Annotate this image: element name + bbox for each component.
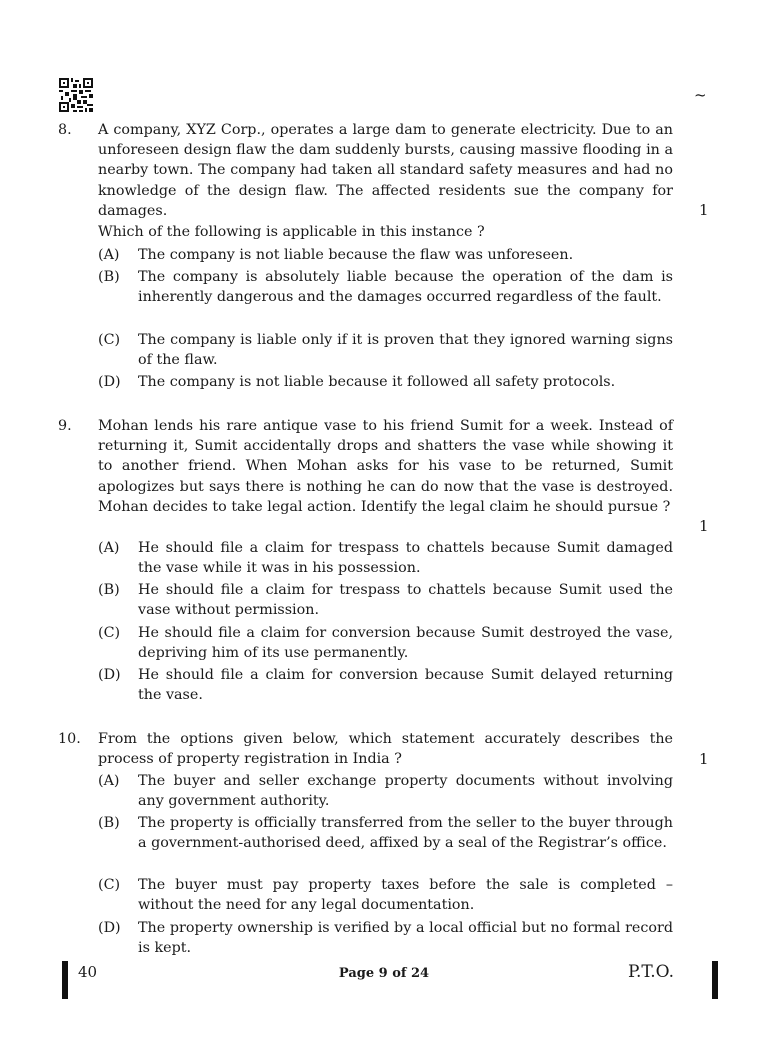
footer-right-bar — [712, 961, 718, 999]
option-text: The buyer and seller exchange property documents without involving any government authority. — [138, 773, 673, 810]
qr-code-icon — [59, 78, 93, 112]
option-label: (B) — [98, 582, 120, 598]
header-tilde: ~ — [694, 86, 707, 104]
question-prompt: Which of the following is applicable in this instance ? — [98, 224, 485, 240]
option-label: (D) — [98, 667, 121, 683]
option-text: The buyer must pay property taxes before the sale is completed – without the need for any legal documentation. — [138, 877, 673, 914]
page-number: Page 9 of 24 — [338, 966, 430, 981]
option-label: (D) — [98, 374, 121, 390]
option-text: The property is officially transferred from the seller to the buyer through a government-authorised deed, affixed by a seal of the Registrar’s office. — [138, 815, 673, 852]
option-label: (C) — [98, 877, 121, 893]
question-stem: A company, XYZ Corp., operates a large dam to generate electricity. Due to an unforeseen design flaw the dam suddenly bursts, causing massive flooding in a nearby town. The company had taken all standard safety measures and had no knowledge of the design flaw. The affected residents sue the company for damages. — [98, 122, 673, 219]
option-text: The property ownership is verified by a local official but no formal record is kept. — [138, 920, 673, 957]
pto-label: P.T.O. — [628, 962, 674, 982]
question-number: 10. — [58, 731, 81, 747]
option-label: (D) — [98, 920, 121, 936]
question-number: 9. — [58, 418, 72, 434]
paper-code: 40 — [78, 963, 98, 981]
question-stem: From the options given below, which statement accurately describes the process of property registration in India ? — [98, 731, 673, 768]
option-text: He should file a claim for conversion because Sumit destroyed the vase, depriving him of its use permanently. — [138, 625, 673, 662]
option-label: (C) — [98, 625, 121, 641]
question-marks: 1 — [699, 517, 709, 535]
option-text: The company is absolutely liable because the operation of the dam is inherently dangerous and the damages occurred regardless of the fault. — [138, 269, 673, 306]
option-label: (B) — [98, 815, 120, 831]
question-marks: 1 — [699, 201, 709, 219]
option-text: He should file a claim for trespass to chattels because Sumit damaged the vase while it was in his possession. — [138, 540, 673, 577]
option-label: (C) — [98, 332, 121, 348]
option-text: The company is not liable because the flaw was unforeseen. — [138, 247, 574, 263]
option-label: (A) — [98, 773, 120, 789]
question-marks: 1 — [699, 750, 709, 768]
option-text: He should file a claim for trespass to chattels because Sumit used the vase without permission. — [138, 582, 673, 619]
option-label: (A) — [98, 540, 120, 556]
option-text: The company is liable only if it is proven that they ignored warning signs of the flaw. — [138, 332, 673, 369]
option-label: (B) — [98, 269, 120, 285]
option-text: He should file a claim for conversion because Sumit delayed returning the vase. — [138, 667, 673, 704]
option-label: (A) — [98, 247, 120, 263]
question-number: 8. — [58, 122, 72, 138]
option-text: The company is not liable because it followed all safety protocols. — [138, 374, 616, 390]
question-stem: Mohan lends his rare antique vase to his friend Sumit for a week. Instead of returning it, Sumit accidentally drops and shatters the vase while showing it to another friend. When Mohan asks for his vase to be returned, Sumit apologizes but says there is nothing he can do now that the vase is destroyed. Mohan decides to take legal action. Identify the legal claim he should pursue ? — [98, 418, 673, 515]
